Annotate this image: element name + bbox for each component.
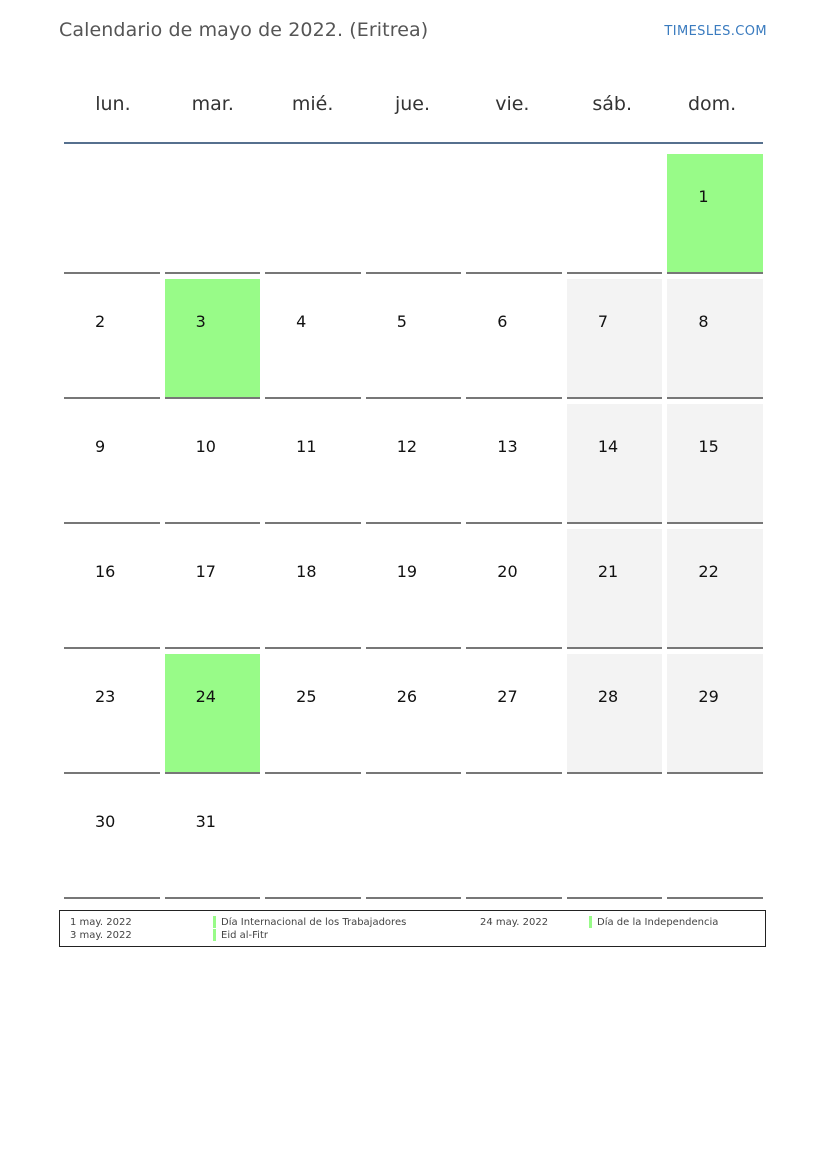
day-number: 13 xyxy=(497,437,518,456)
week-row xyxy=(64,774,763,899)
day-number: 26 xyxy=(396,687,418,706)
day-number: 7 xyxy=(597,312,609,331)
day-number: 24 xyxy=(195,687,216,706)
day-cell xyxy=(567,279,663,399)
weekday-header: lun. xyxy=(95,93,131,115)
legend-date: 1 may. 2022 xyxy=(70,917,132,928)
day-cell xyxy=(567,529,663,649)
day-cell xyxy=(165,779,261,899)
day-cell xyxy=(466,529,562,649)
day-cell xyxy=(165,279,261,399)
day-number: 23 xyxy=(95,687,116,706)
week-row xyxy=(64,149,763,274)
weekday-header: mié. xyxy=(291,93,334,115)
day-cell xyxy=(64,654,160,774)
day-cell xyxy=(64,779,160,899)
day-cell xyxy=(667,279,763,399)
weekday-header: dom. xyxy=(687,93,737,115)
legend-item xyxy=(70,929,390,942)
legend-item xyxy=(70,916,407,929)
day-number: 28 xyxy=(597,687,619,706)
weekday-header: vie. xyxy=(495,93,530,115)
empty-day-cell xyxy=(366,154,462,274)
day-number: 12 xyxy=(396,437,418,456)
empty-day-cell xyxy=(64,154,160,274)
legend-item xyxy=(480,916,760,929)
day-number: 16 xyxy=(95,562,116,581)
day-number: 22 xyxy=(698,562,719,581)
empty-day-cell xyxy=(567,154,663,274)
day-number: 18 xyxy=(296,562,317,581)
legend-color-bar xyxy=(589,916,592,928)
day-cell xyxy=(165,404,261,524)
day-cell xyxy=(265,654,361,774)
day-number: 8 xyxy=(698,312,709,331)
week-row xyxy=(64,649,763,774)
day-cell xyxy=(466,279,562,399)
week-row xyxy=(64,524,763,649)
day-cell xyxy=(567,654,663,774)
day-cell xyxy=(366,404,462,524)
weekday-header: jue. xyxy=(394,93,431,115)
legend-name: Día Internacional de los Trabajadores xyxy=(221,917,407,928)
day-number: 17 xyxy=(195,562,216,581)
day-number: 9 xyxy=(95,437,106,456)
week-row xyxy=(64,274,763,399)
day-cell xyxy=(265,279,361,399)
weekday-header: sáb. xyxy=(592,93,633,115)
empty-day-cell xyxy=(265,154,361,274)
day-cell xyxy=(64,279,160,399)
week-row xyxy=(64,399,763,524)
day-cell xyxy=(366,529,462,649)
day-cell xyxy=(667,529,763,649)
empty-day-cell xyxy=(165,154,261,274)
holiday-legend xyxy=(59,910,766,947)
day-cell xyxy=(466,654,562,774)
legend-date: 3 may. 2022 xyxy=(70,930,132,941)
day-number: 20 xyxy=(497,562,518,581)
day-cell xyxy=(165,529,261,649)
day-cell xyxy=(466,404,562,524)
day-number: 11 xyxy=(296,437,317,456)
brand-link[interactable]: TIMESLES.COM xyxy=(664,24,767,39)
day-number: 10 xyxy=(195,437,216,456)
day-cell xyxy=(165,654,261,774)
day-cell xyxy=(64,404,160,524)
day-cell xyxy=(265,404,361,524)
legend-name: Eid al-Fitr xyxy=(221,930,268,941)
day-cell xyxy=(667,404,763,524)
empty-day-cell xyxy=(667,779,763,899)
empty-day-cell xyxy=(466,154,562,274)
day-number: 19 xyxy=(396,562,418,581)
legend-date: 24 may. 2022 xyxy=(480,917,549,928)
weekday-header: mar. xyxy=(191,93,234,115)
day-number: 5 xyxy=(396,312,407,331)
legend-color-bar xyxy=(213,916,216,928)
day-number: 14 xyxy=(597,437,619,456)
day-number: 4 xyxy=(296,312,307,331)
day-cell xyxy=(265,529,361,649)
day-number: 15 xyxy=(698,437,719,456)
day-cell xyxy=(366,279,462,399)
page-title: Calendario de mayo de 2022. (Eritrea) xyxy=(59,19,429,41)
weekday-header-row xyxy=(64,80,763,144)
day-number: 25 xyxy=(296,687,317,706)
legend-name: Día de la Independencia xyxy=(597,917,719,928)
day-number: 2 xyxy=(95,312,106,331)
day-number: 3 xyxy=(195,312,206,331)
day-cell xyxy=(567,404,663,524)
day-cell xyxy=(667,154,763,274)
empty-day-cell xyxy=(466,779,562,899)
day-cell xyxy=(64,529,160,649)
empty-day-cell xyxy=(567,779,663,899)
day-cell xyxy=(366,654,462,774)
day-number: 6 xyxy=(497,312,508,331)
day-number: 31 xyxy=(195,812,216,831)
weeks-container xyxy=(64,149,763,899)
empty-day-cell xyxy=(366,779,462,899)
day-number: 1 xyxy=(698,187,709,206)
day-number: 27 xyxy=(497,687,518,706)
empty-day-cell xyxy=(265,779,361,899)
legend-color-bar xyxy=(213,929,216,941)
day-number: 29 xyxy=(698,687,719,706)
day-number: 30 xyxy=(95,812,116,831)
calendar-grid xyxy=(64,80,763,899)
day-number: 21 xyxy=(597,562,619,581)
day-cell xyxy=(667,654,763,774)
